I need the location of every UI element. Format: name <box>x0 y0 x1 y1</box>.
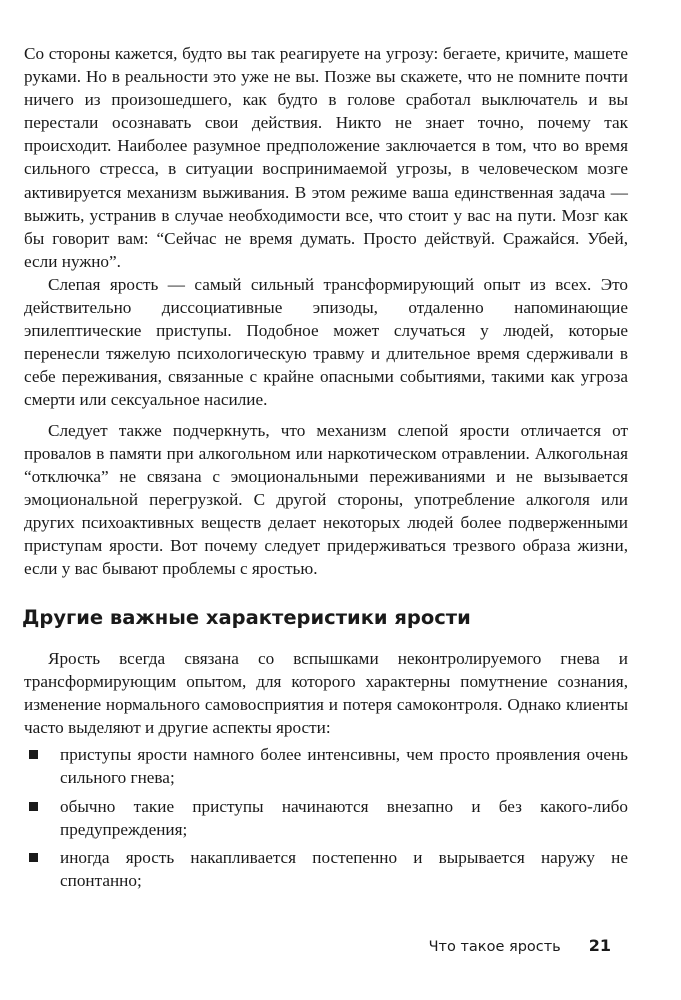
page-number: 21 <box>588 936 611 955</box>
paragraph-1: Со стороны кажется, будто вы так реагируете на угрозу: бегаете, кричите, машете руками. Но в реальности это уже не вы. Позже вы скажете, что не помните почти ничего из произошедшего, как будто в голове сработал выключатель и вы перестали осознавать свои действия. Никто не знает точно, почему так происходит. Наиболее разумное предположение заключается в том, что во время сильного стресса, в ситуации воспринимаемой угрозы, в человеческом мозге активируется механизм выживания. В этом режиме ваша единственная задача — выжить, устранив в случае необходимости все, что стоит у вас на пути. Мозг как бы говорит вам: “Сейчас не время думать. Просто действуй. Сражайся. Убей, если нужно”. <box>24 44 628 271</box>
paragraph-3: Следует также подчеркнуть, что механизм слепой ярости отличается от провалов в памяти при алкогольном или наркотическом отравлении. Алкогольная “отключка” не связана с эмоциональными переживаниями и не вызывается эмоциональной перегрузкой. С другой стороны, употребление алкоголя или других психоактивных веществ делает некоторых людей более подверженными приступам ярости. Вот почему следует придерживаться трезвого образа жизни, если у вас бывают проблемы с яростью. <box>24 420 628 579</box>
bullet-list <box>24 743 628 892</box>
section-heading: Другие важные характеристики ярости <box>22 606 471 629</box>
bullet-text: приступы ярости намного более интенсивны, чем просто проявления очень сильного гнева; <box>60 745 628 788</box>
page-footer <box>429 936 611 955</box>
body-text-section <box>24 647 628 897</box>
bullet-item <box>24 743 628 789</box>
body-text-top <box>24 42 628 580</box>
square-bullet-icon <box>29 802 38 811</box>
bullet-item <box>24 846 628 892</box>
bullet-text: обычно такие приступы начинаются внезапно и без какого-либо предупреждения; <box>60 796 628 839</box>
bullet-text: иногда ярость накапливается постепенно и вырывается наружу не спонтанно; <box>60 847 628 890</box>
paragraph-2: Слепая ярость — самый сильный трансформирующий опыт из всех. Это действительно диссоциативные эпизоды, отдаленно напоминающие эпилептические приступы. Подобное может случаться у людей, которые перенесли тяжелую психологическую травму и длительное время сдерживали в себе переживания, связанные с крайне опасными событиями, такими как угроза смерти или сексуальное насилие. <box>24 274 628 410</box>
square-bullet-icon <box>29 853 38 862</box>
square-bullet-icon <box>29 750 38 759</box>
section-intro: Ярость всегда связана со вспышками неконтролируемого гнева и трансформирующим опытом, для которого характерны помутнение сознания, изменение нормального самовосприятия и потеря самоконтроля. Однако клиенты часто выделяют и другие аспекты ярости: <box>24 649 628 738</box>
running-title: Что такое ярость <box>428 939 561 955</box>
bullet-item <box>24 795 628 841</box>
